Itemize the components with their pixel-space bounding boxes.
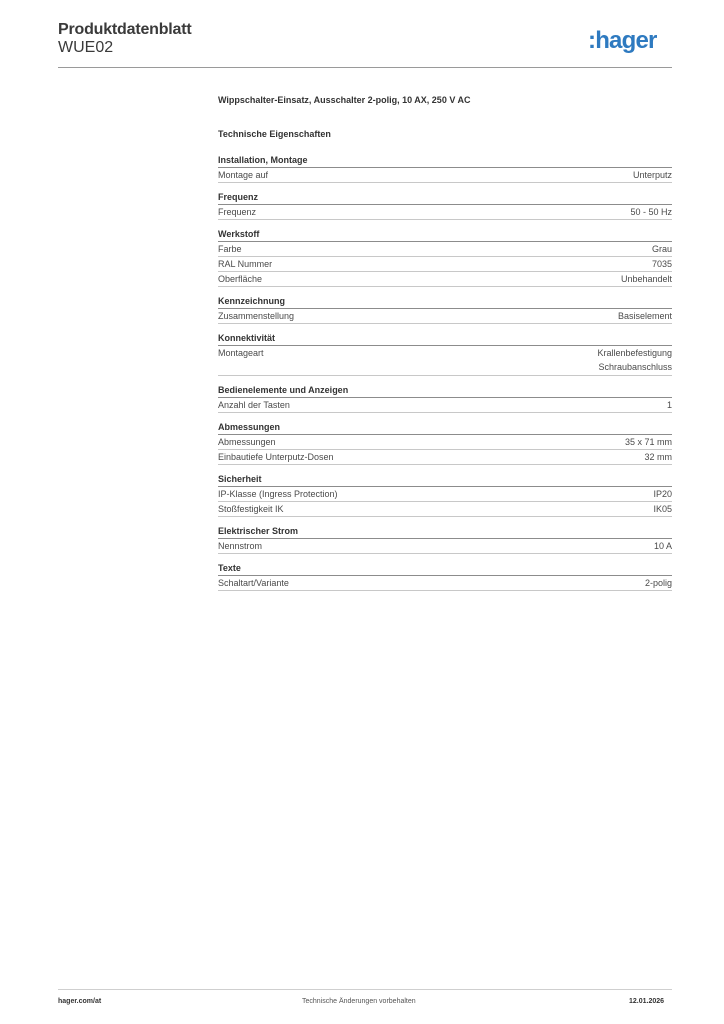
property-section <box>218 561 672 591</box>
property-section <box>218 153 672 183</box>
footer-website-link[interactable]: hager.com/at <box>58 998 102 1005</box>
property-label: Farbe <box>218 244 242 254</box>
property-value-line: Unterputz <box>632 170 672 180</box>
property-label: Stoßfestigkeit IK <box>218 504 284 514</box>
property-section <box>218 190 672 220</box>
property-label: Montageart <box>218 348 264 358</box>
property-value <box>630 205 672 219</box>
property-value-line: 7035 <box>651 259 672 269</box>
properties-sections <box>218 153 672 598</box>
property-section <box>218 227 672 287</box>
section-heading: Sicherheit <box>218 472 672 487</box>
property-value <box>667 398 672 412</box>
property-value-line: 1 <box>666 400 672 410</box>
property-value <box>653 502 672 516</box>
property-value <box>653 487 672 501</box>
property-row <box>218 257 672 272</box>
property-value <box>597 346 672 374</box>
property-label: RAL Nummer <box>218 259 273 269</box>
property-row <box>218 576 672 591</box>
section-heading: Konnektivität <box>218 331 672 346</box>
property-label: Anzahl der Tasten <box>218 400 290 410</box>
property-row <box>218 242 672 257</box>
property-section <box>218 420 672 465</box>
section-heading: Texte <box>218 561 672 576</box>
section-heading: Bedienelemente und Anzeigen <box>218 383 672 398</box>
property-label: Zusammenstellung <box>218 311 295 321</box>
footer-date: 12.01.2026 <box>629 998 665 1005</box>
property-label: Montage auf <box>218 170 269 180</box>
property-section <box>218 524 672 554</box>
property-row <box>218 272 672 287</box>
property-section <box>218 331 672 376</box>
property-value <box>644 450 672 464</box>
property-label: IP-Klasse (Ingress Protection) <box>218 489 338 499</box>
section-heading: Installation, Montage <box>218 153 672 168</box>
property-value-line: IP20 <box>653 489 672 499</box>
property-label: Oberfläche <box>218 274 263 284</box>
property-value-line: 2-polig <box>644 578 672 588</box>
property-label: Frequenz <box>218 207 257 217</box>
property-section <box>218 294 672 324</box>
property-value <box>645 576 672 590</box>
property-value-line: Schraubanschluss <box>598 362 672 372</box>
property-value <box>621 272 672 286</box>
property-value-line: 10 A <box>653 541 672 551</box>
property-value <box>654 539 672 553</box>
property-value-line: 32 mm <box>644 452 672 462</box>
property-label: Nennstrom <box>218 541 263 551</box>
property-section <box>218 472 672 517</box>
property-label: Einbautiefe Unterputz-Dosen <box>218 452 334 462</box>
property-value <box>618 309 672 323</box>
section-heading: Werkstoff <box>218 227 672 242</box>
property-row <box>218 450 672 465</box>
product-title: Wippschalter-Einsatz, Ausschalter 2-polig, 10 AX, 250 V AC <box>218 95 471 105</box>
section-heading: Kennzeichnung <box>218 294 672 309</box>
property-section <box>218 383 672 413</box>
section-heading: Abmessungen <box>218 420 672 435</box>
property-label: Schaltart/Variante <box>218 578 289 588</box>
tech-properties-title: Technische Eigenschaften <box>218 129 331 139</box>
property-row <box>218 309 672 324</box>
property-row <box>218 487 672 502</box>
hager-logo: :hager <box>588 27 657 54</box>
property-value-line: Unbehandelt <box>620 274 672 284</box>
property-row <box>218 168 672 183</box>
property-row <box>218 346 672 376</box>
property-value-line: Basiselement <box>617 311 672 321</box>
section-heading: Frequenz <box>218 190 672 205</box>
property-value-line: Krallenbefestigung <box>597 348 672 358</box>
property-value-line: Grau <box>651 244 672 254</box>
footer-disclaimer: Technische Änderungen vorbehalten <box>302 998 416 1005</box>
property-value-line: 35 x 71 mm <box>624 437 672 447</box>
header-divider <box>58 67 672 68</box>
section-heading: Elektrischer Strom <box>218 524 672 539</box>
property-value <box>652 257 672 271</box>
document-title: Produktdatenblatt <box>58 21 192 38</box>
property-row <box>218 205 672 220</box>
property-value-line: 50 - 50 Hz <box>630 207 672 217</box>
property-row <box>218 435 672 450</box>
property-value-line: IK05 <box>653 504 672 514</box>
property-value <box>625 435 672 449</box>
property-label: Abmessungen <box>218 437 276 447</box>
property-value <box>652 242 672 256</box>
property-row <box>218 502 672 517</box>
property-row <box>218 398 672 413</box>
product-code: WUE02 <box>58 39 114 56</box>
footer-divider <box>58 989 672 990</box>
property-value <box>633 168 672 182</box>
property-row <box>218 539 672 554</box>
